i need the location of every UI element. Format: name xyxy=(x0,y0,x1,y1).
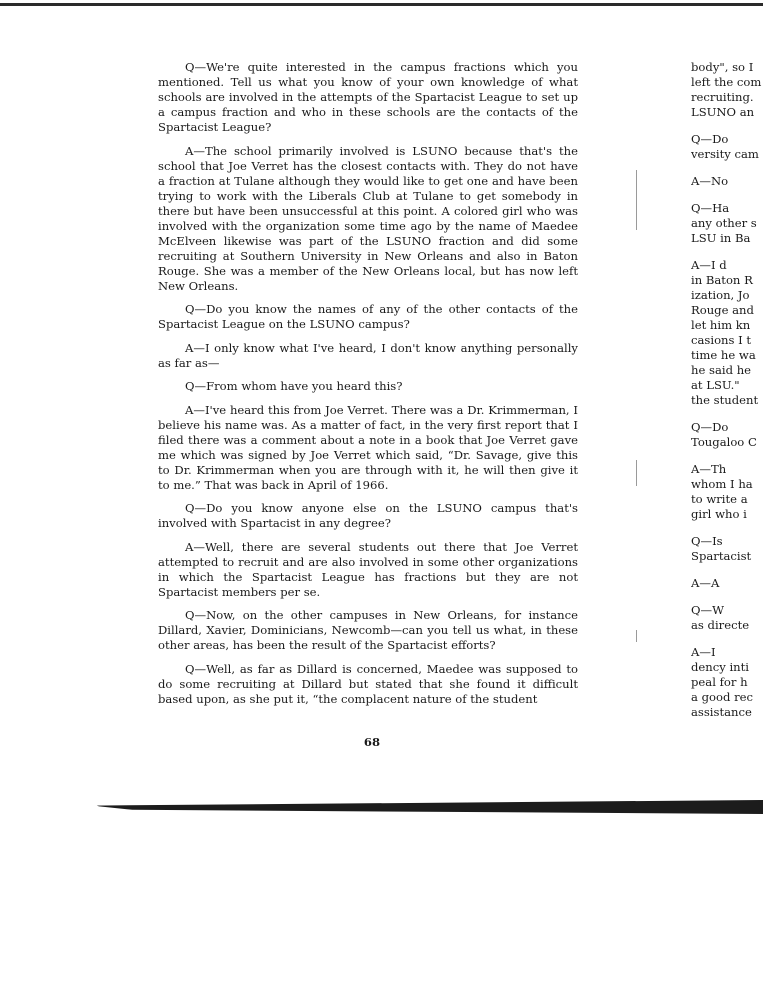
paragraph: Q—We're quite interested in the campus fractions which you mentioned. Tell us what you know of your own knowledge of what schools are involved in the attempts of the Spartacist League to set up a campus fraction and who in these schools are the contacts of the Spartacist League? xyxy=(158,60,578,134)
paragraph: A—I only know what I've heard, I don't know anything personally as far as— xyxy=(158,340,578,370)
text-line: body", so I xyxy=(691,60,754,74)
paragraph: Q—Do you know anyone else on the LSUNO campus that's involved with Spartacist in any degree? xyxy=(158,501,578,530)
paragraph: Q—Well, as far as Dillard is concerned, Maedee was supposed to do some recruiting at Dillard but stated that she found it difficult based upon, as she put it, “the complacent nature of the student xyxy=(158,661,578,706)
line-gap xyxy=(691,564,763,576)
text-line: ization, Jo xyxy=(691,288,750,302)
text-line: as directe xyxy=(691,618,750,632)
binding-mark xyxy=(636,630,637,642)
text-line: Q—Is xyxy=(691,534,723,548)
text-line: left the com xyxy=(691,75,762,89)
bottom-rule xyxy=(92,800,763,814)
paragraph: Q—From whom have you heard this? xyxy=(185,379,403,393)
line-gap xyxy=(691,633,763,645)
text-line: LSUNO an xyxy=(691,105,755,119)
text-line: girl who i xyxy=(691,507,747,521)
text-line: a good rec xyxy=(691,690,753,704)
line-gap xyxy=(691,591,763,603)
paragraph: A—Well, there are several students out there that Joe Verret attempted to recruit and are also involved in some other organizations in which the Spartacist League has fractions but they are not Spartacist members per se. xyxy=(158,539,578,599)
text-line: peal for h xyxy=(691,675,748,689)
text-line: A—No xyxy=(691,174,729,188)
text-line: at LSU." xyxy=(691,378,740,392)
text-line: to write a xyxy=(691,492,748,506)
text-line: Rouge and xyxy=(691,303,754,317)
text-line: whom I ha xyxy=(691,477,753,491)
paragraph: A—The school primarily involved is LSUNO because that's the school that Joe Verret has the closest contacts with. They do not have a fraction at Tulane although they would like to get one and have been trying to work with the Liberals Club at Tulane to get somebody in there but have been unsuccessful at this point. A colored girl who was involved with the organization some time ago by the name of Maedee McElveen likewise was part of the LSUNO fraction and did some recruiting at Southern University in New Orleans and also in Baton Rouge. She was a member of the New Orleans local, but has now left New Orleans. xyxy=(158,143,578,293)
text-line: time he wa xyxy=(691,348,756,362)
text-line: recruiting. xyxy=(691,90,754,104)
text-line: any other s xyxy=(691,216,757,230)
text-line: A—A xyxy=(691,576,720,590)
top-rule xyxy=(0,2,763,8)
text-line: the student xyxy=(691,393,759,407)
text-line: in Baton R xyxy=(691,273,753,287)
text-line: Tougaloo C xyxy=(691,435,757,449)
text-line: he said he xyxy=(691,363,752,377)
text-line: A—I xyxy=(691,645,716,659)
line-gap xyxy=(691,522,763,534)
binding-mark xyxy=(636,170,637,230)
line-gap xyxy=(691,246,763,258)
line-gap xyxy=(691,189,763,201)
text-line: assistance xyxy=(691,705,752,719)
text-line: LSU in Ba xyxy=(691,231,751,245)
text-line: let him kn xyxy=(691,318,751,332)
paragraph: Q—Do you know the names of any of the other contacts of the Spartacist League on the LSUNO campus? xyxy=(158,302,578,331)
page-number: 68 xyxy=(363,735,381,749)
line-gap xyxy=(691,120,763,132)
text-line: Q—Ha xyxy=(691,201,730,215)
text-line: A—I d xyxy=(691,258,727,272)
binding-mark xyxy=(636,460,637,486)
text-line: Q—Do xyxy=(691,420,729,434)
line-gap xyxy=(691,450,763,462)
right-text-column-fragment xyxy=(691,60,763,720)
text-line: Spartacist xyxy=(691,549,752,563)
text-line: Q—W xyxy=(691,603,725,617)
paragraph: Q—Now, on the other campuses in New Orleans, for instance Dillard, Xavier, Dominicians, Newcomb—can you tell us what, in these other areas, has been the result of the Spartacist efforts? xyxy=(158,608,578,652)
paragraph: A—I've heard this from Joe Verret. There was a Dr. Krimmerman, I believe his name was. As a matter of fact, in the very first report that I filed there was a comment about a note in a book that Joe Verret gave me which was signed by Joe Verret which said, “Dr. Savage, give this to Dr. Krimmerman when you are through with it, he will then give it to me.” That was back in April of 1966. xyxy=(158,402,578,492)
text-line: A—Th xyxy=(691,462,727,476)
left-text-column xyxy=(158,60,578,715)
text-line: casions I t xyxy=(691,333,752,347)
text-line: versity cam xyxy=(691,147,759,161)
line-gap xyxy=(691,162,763,174)
text-line: dency inti xyxy=(691,660,750,674)
line-gap xyxy=(691,408,763,420)
text-line: Q—Do xyxy=(691,132,729,146)
